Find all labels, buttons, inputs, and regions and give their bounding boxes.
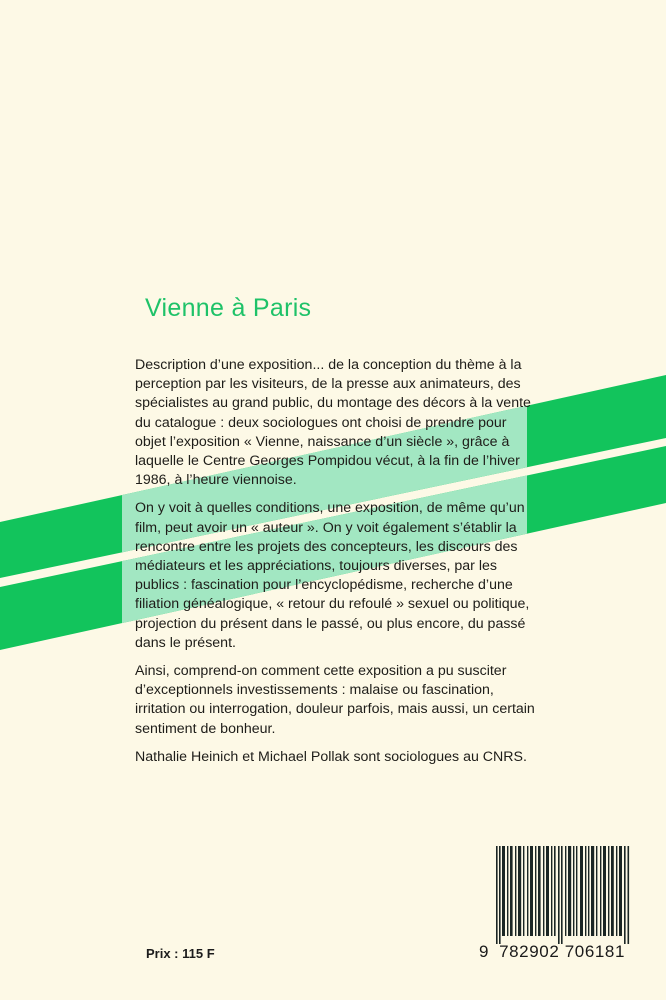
price-label: Prix : 115 F [146,946,215,961]
author-note: Nathalie Heinich et Michael Pollak sont sociologues au CNRS. [135,748,527,765]
back-cover-blurb [135,356,535,776]
isbn-number [479,942,639,962]
blurb-paragraph-2: On y voit à quelles conditions, une exposition, de même qu’un film, peut avoir un « auteur ». On y voit également s’établir la rencontre entre les projets des concepteurs, les discours des médiateurs et les appréciations, toujours diverses, par les publics : fascination pour l’encyclopédisme, recherche d’une filiation généalogique, « retour du refoulé » sexuel ou politique, projection du présent dans le passé, ou plus encore, du passé dans le présent. [135,500,530,651]
blurb-paragraph-3: Ainsi, comprend-on comment cette exposition a pu susciter d’exceptionnels investissements : malaise ou fascination, irritation ou interrogation, douleur parfois, mais aussi, un certain sentiment de bonheur. [135,663,535,737]
isbn-first-digit: 9 [479,942,490,961]
isbn-barcode-icon [496,846,630,944]
isbn-digits: 782902 706181 [499,942,626,961]
blurb-paragraph-1: Description d’une exposition... de la conception du thème à la perception par les visiteurs, de la presse aux animateurs, des spécialistes au grand public, du montage des décors à la vente du catalogue : deux sociologues ont choisi de prendre pour objet l’exposition « Vienne, naissance d’un siècle », grâce à laquelle le Centre Georges Pompidou vécut, à la fin de l’hiver 1986, à l’heure viennoise. [135,357,531,489]
book-title: Vienne à Paris [145,294,312,322]
